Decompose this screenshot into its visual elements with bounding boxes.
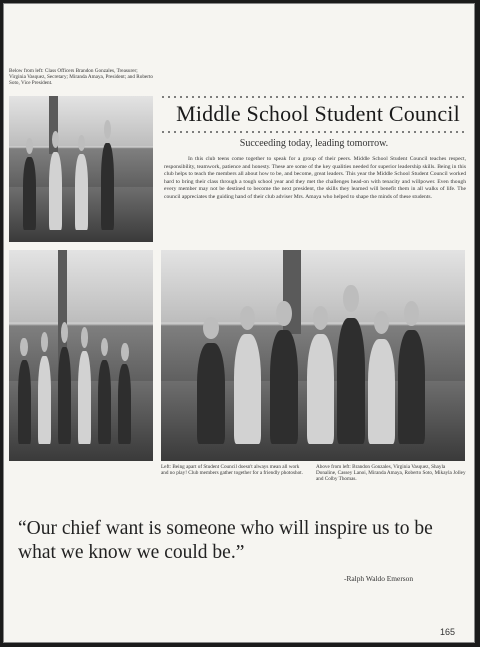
right-photo-caption: Above from left: Brandon Gonzales, Virginia Vasquez, Shayla Donaline, Cassey Lanoi, Miranda Amaya, Roberto Soto, Mikayla Jolley and Colby Thomas. xyxy=(316,464,466,483)
officers-caption: Below from left: Class Officers Brandon Gonzales, Treasurer; Virginia Vasquez, Secretary; Miranda Amaya, President; and Roberto Soto, Vice President. xyxy=(9,68,153,87)
page-subtitle: Succeeding today, leading tomorrow. xyxy=(239,138,389,149)
page-title: Middle School Student Council xyxy=(176,101,460,126)
group-photo-right xyxy=(161,250,465,461)
emerson-quote: “Our chief want is someone who will inspire us to be what we know we could be.” xyxy=(18,518,433,563)
title-dots-bottom xyxy=(160,131,468,133)
title-dots-top xyxy=(160,96,468,98)
yearbook-page xyxy=(3,3,475,643)
page-number: 165 xyxy=(440,627,456,637)
body-text: In this club teens come together to speak for a group of their peers. Middle School Student Council teaches respect, responsibility, teamwork, patience and honesty. These are some of the key qualities needed for superior leadership skills. Being in this club helps to teach the members all about how to be, and become, great leaders. This year the Middle School Student Council worked hard to bring their class through a tough school year and they met the challenges head-on with tenacity and willpower. Even though every member may not be destined to become the next president, the skills they learned will benefit them in all walks of life. The council appreciates the guiding hand of their club adviser Mrs. Amaya who helped to shape the minds of these students. xyxy=(164,156,466,200)
left-photo-caption: Left: Being apart of Student Council doesn't always mean all work and no play! Club members gather together for a friendly photoshot. xyxy=(161,464,303,477)
quote-attribution: -Ralph Waldo Emerson xyxy=(344,574,414,583)
officers-photo xyxy=(9,96,153,242)
group-photo-left xyxy=(9,250,153,461)
